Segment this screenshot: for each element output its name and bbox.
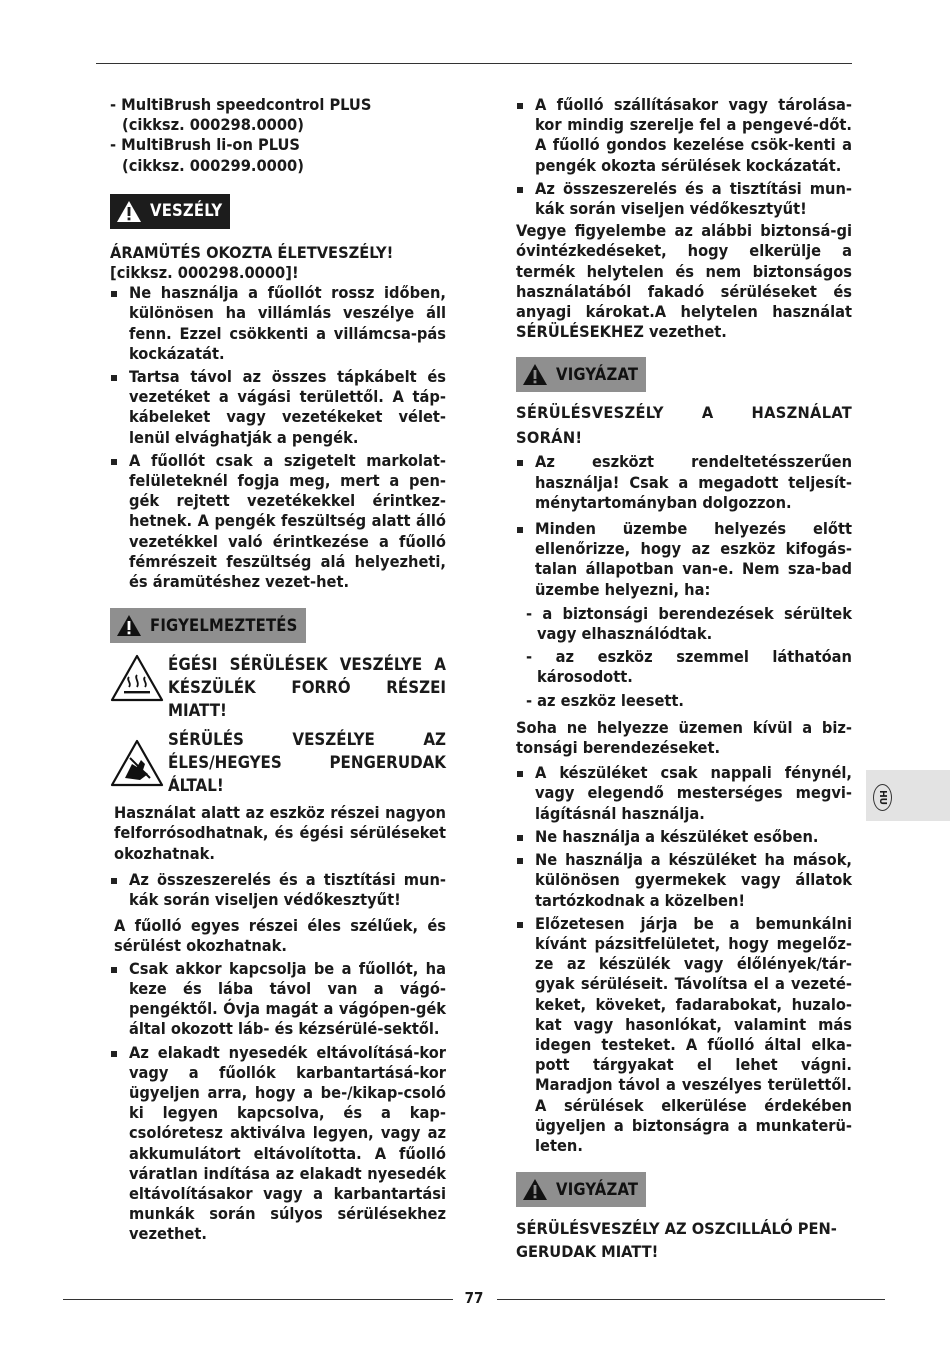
warning-triangle-icon bbox=[116, 200, 142, 223]
caution-section bbox=[516, 357, 852, 1156]
warning-signal-label bbox=[110, 608, 306, 643]
accessory-list bbox=[110, 95, 446, 176]
hazard-text: ÉGÉSI SÉRÜLÉSEK VESZÉLYE A KÉSZÜLÉK FORRÓ RÉSZEI MIATT! bbox=[168, 654, 446, 721]
accessory-code: (cikksz. 000298.0000) bbox=[122, 115, 304, 135]
sharp-edges-paragraph: A fűolló egyes részei éles szélűek, és sérülést okozhatnak. bbox=[114, 916, 446, 956]
caution-signal-label bbox=[516, 357, 646, 392]
list-item: Az összeszerelés és a tisztítási mun-kák során viseljen védőkesztyűt! bbox=[110, 870, 446, 910]
list-item: Csak akkor kapcsolja be a fűollót, ha keze és lába távol van a vágó-pengéktől. Óvja magát a vágópen-gék által okozott láb- és kézsérülé-sektől. bbox=[110, 959, 446, 1040]
danger-subheading: [cikksz. 000298.0000]! bbox=[110, 263, 299, 283]
sub-item: - az eszköz leesett. bbox=[526, 690, 684, 710]
list-item: Tartsa távol az összes tápkábelt és vezetéket a vágási területtől. A táp-kábeleket vagy vezetékeket vélet-lenül elvághatják a pengék. bbox=[110, 367, 446, 448]
list-item: Ne használja a készüléket esőben. bbox=[516, 827, 852, 847]
accessory-name: - MultiBrush li-on PLUS bbox=[110, 135, 300, 155]
list-item-text: Minden üzembe helyezés előtt ellenőrizze, hogy az eszköz kifogás-talan állapotban van-e. Nem sza-bad üzembe helyezni, ha: bbox=[535, 519, 852, 599]
list-item: Előzetesen járja be a bemunkálni kívánt pázsitfelületet, hogy megelőz-ze az készülék vagy élőlények/tár-gyak sérüléseit. Távolítsa el a vezeté-keket, köveket, fadarabokat, huzalo-kat vagy hasonlókat, valamint más idegen testeket. A fűolló által elka-pott tárgyakat el lehet vágni. Maradjon távol a veszélyes területtől. A sérülések elkerülése érdekében ügyeljen a biztonságra a munkaterü-leten. bbox=[516, 914, 852, 1156]
list-item: Az összeszerelés és a tisztítási mun-kák során viseljen védőkesztyűt! bbox=[516, 179, 852, 219]
danger-heading: ÁRAMÜTÉS OKOZTA ÉLETVESZÉLY! bbox=[110, 242, 394, 262]
list-item: A fűollót csak a szigetelt markolat-felületeknél fogja meg, mert a pen-gék rejtett vezetékekkel érintkez-hetnek. A pengék feszültség alatt álló vezetékkel való érintkezése a fűolló fémrészeit feszültség alá helyezheti, és áramütéshez vezet-het. bbox=[110, 451, 446, 592]
sub-item: - a biztonsági berendezések sérültek vagy elhasználódtak. bbox=[526, 603, 852, 644]
caution-label-text: VIGYÁZAT bbox=[556, 364, 639, 384]
danger-signal-label bbox=[110, 194, 230, 229]
caution-label-text: VIGYÁZAT bbox=[556, 1179, 639, 1199]
danger-section bbox=[110, 194, 446, 592]
warning-label-text: FIGYELMEZTETÉS bbox=[150, 615, 298, 635]
header-rule bbox=[96, 63, 852, 64]
left-column bbox=[110, 95, 446, 1245]
list-item: A készüléket csak nappali fénynél, vagy elegendő mesterséges megvi-lágításnál használja. bbox=[516, 763, 852, 824]
hazard-hot-surface bbox=[110, 653, 446, 722]
footer-rule-left bbox=[63, 1299, 453, 1300]
list-item: Az eszközt rendeltetésszerűen használja! Csak a megadott teljesít-ménytartományban dolgozzon. bbox=[516, 452, 852, 513]
caution-section-2 bbox=[516, 1172, 852, 1263]
footer-rule-right bbox=[497, 1299, 885, 1300]
warning-section bbox=[110, 608, 446, 1244]
right-column bbox=[516, 95, 852, 1263]
conditions-bullet-list bbox=[516, 763, 852, 1156]
list-item: Ne használja a készüléket ha mások, különösen gyermekek vagy állatok tartózkodnak a közelben! bbox=[516, 850, 852, 911]
storage-bullet-list bbox=[516, 95, 852, 219]
sub-item: - az eszköz szemmel láthatóan károsodott. bbox=[526, 647, 852, 687]
blade-bullet-list bbox=[110, 959, 446, 1245]
usage-bullet-list bbox=[516, 452, 852, 710]
danger-bullet-list bbox=[110, 283, 446, 592]
caution-heading: SÉRÜLÉSVESZÉLY A HASZNÁLAT SORÁN! bbox=[516, 403, 852, 448]
glove-bullet-list bbox=[110, 870, 446, 910]
hazard-sharp-blade bbox=[110, 728, 446, 797]
safety-intro-paragraph: Vegye figyelembe az alábbi biztonsá-gi óvintézkedéseket, hogy elkerülje a termék helytelen és nem biztonságos használatából fakadó sérüléseket és anyagi károkat.A helytelen használat SÉRÜLÉSEKHEZ vezethet. bbox=[516, 221, 852, 342]
caution-signal-label bbox=[516, 1172, 646, 1207]
hot-parts-paragraph: Használat alatt az eszköz részei nagyon felforrósodhatnak, és égési sérüléseket okozhatnak. bbox=[114, 803, 446, 863]
warning-triangle-icon bbox=[116, 614, 142, 637]
danger-label-text: VESZÉLY bbox=[150, 201, 223, 221]
list-item: A fűolló szállításakor vagy tárolása-kor mindig szerelje fel a pengevé-dőt. A fűolló gondos kezelése csök-kenti a pengék okozta sérülések kockázatát. bbox=[516, 95, 852, 176]
list-item: Az elakadt nyesedék eltávolításá-kor vagy a fűollók karbantartásá-kor ügyeljen arra, hogy a be-/kikap-csoló ki legyen kapcsolva, és a kap-csolóretesz aktiválva legyen, vagy az akkumulátort eltávolította. A fűolló váratlan indítása az elakadt nyesedék eltávolításakor vagy a karbantartási munkák során súlyos sérülésekhez vezethet. bbox=[110, 1043, 446, 1245]
hazard-text: SÉRÜLÉS VESZÉLYE AZ ÉLES/HEGYES PENGERUDAK ÁLTAL! bbox=[168, 729, 446, 796]
list-item bbox=[516, 519, 852, 711]
accessory-name: - MultiBrush speedcontrol PLUS bbox=[110, 95, 372, 114]
warning-triangle-icon bbox=[522, 1178, 548, 1201]
language-code: HU bbox=[877, 790, 888, 805]
list-item: Ne használja a fűollót rossz időben, különösen ha villámlás veszélye áll fenn. Ezzel csökkenti a villámcsa-pás kockázatát. bbox=[110, 283, 446, 364]
accessory-code: (cikksz. 000299.0000) bbox=[122, 155, 304, 175]
hand-cut-icon bbox=[110, 738, 164, 788]
warning-triangle-icon bbox=[522, 363, 548, 386]
caution-heading: SÉRÜLÉSVESZÉLY AZ OSZCILLÁLÓ PEN-GERUDAK MIATT! bbox=[516, 1219, 837, 1262]
page-number: 77 bbox=[464, 1289, 484, 1307]
hot-surface-icon bbox=[110, 653, 164, 703]
safety-devices-paragraph: Soha ne helyezze üzemen kívül a biz-tonsági berendezéseket. bbox=[516, 717, 852, 758]
